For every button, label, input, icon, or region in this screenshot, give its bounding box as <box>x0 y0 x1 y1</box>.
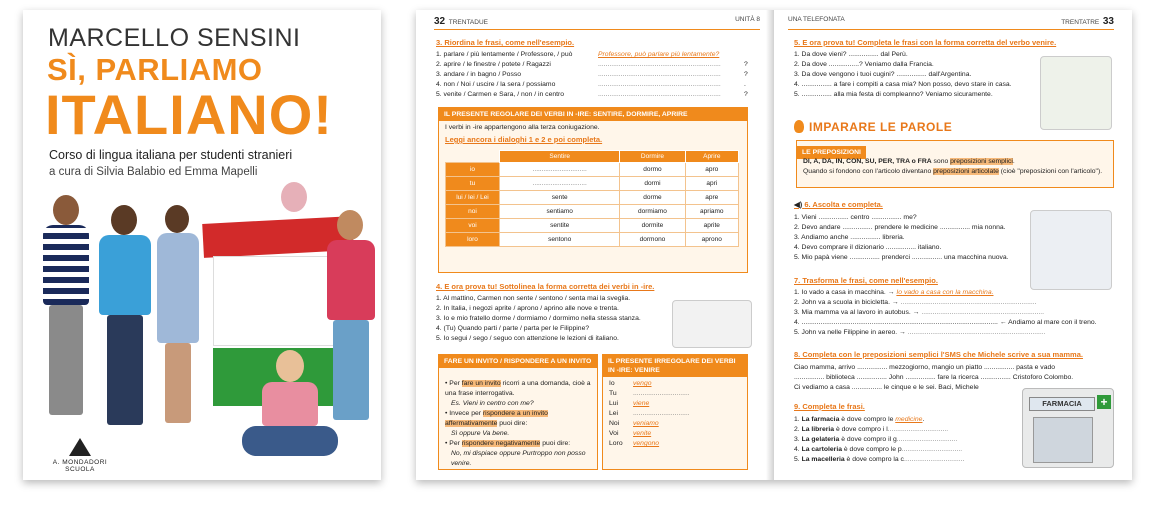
num: 5. <box>794 456 802 463</box>
text: sono <box>931 158 951 165</box>
person: Loro <box>609 440 623 447</box>
table-row <box>446 233 739 247</box>
page-number: 32 <box>434 16 446 27</box>
exercise-6-title <box>794 200 883 209</box>
person: Lui <box>609 400 619 407</box>
map-girl-illustration <box>1040 56 1112 130</box>
prepositions-list: DI, A, DA, IN, CON, SU, PER, TRA o FRA <box>803 158 932 165</box>
text: è dove compro le <box>839 416 896 423</box>
exercise-4-item: 5. Io segui / sego / seguo con attenzione le lezioni di italiano. <box>436 335 619 342</box>
page-header-left <box>434 16 760 30</box>
exercise-7-title: 7. Trasforma le frasi, come nell'esempio. <box>794 276 938 285</box>
open-textbook <box>416 10 1132 480</box>
verb-form: vengono <box>633 440 660 447</box>
exercise-6-title-text: 6. Ascolta e completa. <box>804 200 883 209</box>
highlight: rispondere a un invito affermativamente <box>445 410 548 427</box>
shop-name: La gelateria <box>801 436 840 443</box>
verb-cell: apriamo <box>685 205 738 219</box>
highlight: preposizioni semplici <box>950 158 1013 165</box>
exercise-7-item: 1. Io vado a casa in macchina. → <box>794 289 895 296</box>
grammar-box-header: IL PRESENTE REGOLARE DEI VERBI IN -IRE: SENTIRE, DORMIRE, APRIRE <box>439 108 747 121</box>
lightbulb-icon <box>794 120 804 133</box>
cover-editors: a cura di Silvia Balabio ed Emma Mapelli <box>49 166 258 178</box>
text: è dove compro le p <box>842 446 902 453</box>
venire-box-header: IL PRESENTE IRREGOLARE DEI VERBI IN -IRE: VENIRE <box>603 355 747 377</box>
exercise-3-answer: Professore, può parlare più lentamente? <box>598 51 720 58</box>
shop-name: La farmacia <box>801 416 840 423</box>
unit-label: UNITÀ 8 <box>735 16 760 23</box>
section-heading-text: IMPARARE LE PAROLE <box>809 120 953 134</box>
verb-cell: sentiamo <box>500 205 620 219</box>
num: 3. <box>794 436 802 443</box>
verb-cell: sente <box>500 191 620 205</box>
prepositions-text <box>803 157 1109 177</box>
person-cell: voi <box>446 219 500 233</box>
exercise-3-item: 4. non / Noi / uscire / la sera / possiamo <box>436 81 556 88</box>
verb-cell: aprono <box>685 233 738 247</box>
text: ricorri a una domanda, cioè a una frase interrogativa. <box>445 380 591 397</box>
blank: ................................ <box>903 456 965 463</box>
exercise-3-item: 1. parlare / più lentamente / Professore, / può <box>436 51 573 58</box>
exercise-7-item: 5. John va nelle Filippine in aereo. → <box>794 329 906 336</box>
column-header: Sentire <box>500 151 620 163</box>
verb-cell: dormiamo <box>620 205 685 219</box>
page-number: 33 <box>1102 16 1114 27</box>
text: Per <box>449 440 462 447</box>
shop-name: La cartoleria <box>801 446 842 453</box>
publisher-name: A. MONDADORI SCUOLA <box>52 459 108 473</box>
example: No, mi dispiace oppure Purtroppo non posso venire. <box>451 450 586 467</box>
table-row <box>446 205 739 219</box>
blank-cell: .............................. <box>500 163 620 177</box>
speaker-icon[interactable]: ◀) <box>794 200 803 209</box>
highlight: rispondere negativamente <box>461 440 541 447</box>
grammar-reread: Leggi ancora i dialoghi 1 e 2 e poi completa. <box>445 135 603 144</box>
sms-line: Ci vediamo a casa ................ le cinque e le sei. Baci, Michele <box>794 384 979 391</box>
exercise-5-item: 4. ................ a fare i compiti a casa mia? Non posso, devo stare in casa. <box>794 81 1012 88</box>
verb-cell: dormo <box>620 163 685 177</box>
verb-cell: dorme <box>620 191 685 205</box>
venire-list: Io vengo Tu .............................. Lui viene Lei .............................. Noi veniamo Voi venite Loro vengono <box>609 380 690 447</box>
verb-cell: apre <box>685 191 738 205</box>
person-cell: lui / lei / Lei <box>446 191 500 205</box>
person: Tu <box>609 390 617 397</box>
exercise-3-answer: ? <box>744 91 748 98</box>
answer: medicine <box>895 416 923 423</box>
exercise-6-item: 2. Devo andare ................ prendere le medicine ................ mia nonna. <box>794 224 1006 231</box>
num: 2. <box>794 426 802 433</box>
exercise-3-answer: . <box>744 81 746 88</box>
exercise-5-item: 3. Da dove vengono i tuoi cugini? ................ dall'Argentina. <box>794 71 972 78</box>
pharmacy-sign: FARMACIA <box>1029 397 1095 411</box>
dialogue-illustration <box>672 300 752 348</box>
pharmacy-illustration <box>1022 388 1114 468</box>
example: Sì oppure Va bene. <box>451 430 510 437</box>
book-cover <box>23 10 381 480</box>
exercise-3-answer: ? <box>744 61 748 68</box>
grammar-intro: I verbi in -ire appartengono alla terza coniugazione. <box>445 124 600 131</box>
pharmacy-cross-icon: + <box>1097 395 1111 409</box>
verb-cell: apri <box>685 177 738 191</box>
verb-cell: apro <box>685 163 738 177</box>
text: è dove compro i l <box>834 426 888 433</box>
prepositions-box <box>796 140 1114 188</box>
person: Voi <box>609 430 619 437</box>
exercise-5-list <box>794 50 1034 100</box>
exercise-5-title: 5. E ora prova tu! Completa le frasi con la forma corretta del verbo venire. <box>794 38 1057 47</box>
pharmacy-door <box>1033 417 1093 463</box>
verb-cell: aprite <box>685 219 738 233</box>
person-cell: io <box>446 163 500 177</box>
exercise-5-item: 5. ................ alla mia festa di compleanno? Veniamo sicuramente. <box>794 91 993 98</box>
section-heading <box>794 120 952 134</box>
page-32 <box>416 10 774 480</box>
exercise-6-item: 4. Devo comprare il dizionario ................ italiano. <box>794 244 942 251</box>
exercise-4-title: 4. E ora prova tu! Sottolinea la forma corretta dei verbi in -ire. <box>436 282 655 291</box>
exercise-9-title: 9. Completa le frasi. <box>794 402 865 411</box>
text: . <box>1012 158 1015 165</box>
invite-box <box>438 354 598 470</box>
person: Noi <box>609 420 620 427</box>
person-cell: loro <box>446 233 500 247</box>
exercise-5-item: 2. Da dove ................? Veniamo dalla Francia. <box>794 61 934 68</box>
student-photo-2 <box>95 205 155 435</box>
student-photo-1 <box>37 195 97 435</box>
verb-form: venite <box>633 430 652 437</box>
venire-box <box>602 354 748 470</box>
blank-cell: .............................. <box>500 177 620 191</box>
text: Per <box>449 380 462 387</box>
table-row <box>446 219 739 233</box>
prepositions-box-header: LE PREPOSIZIONI <box>797 146 866 159</box>
exercise-9-list <box>794 415 1014 465</box>
person: Io <box>609 380 615 387</box>
num: 4. <box>794 446 802 453</box>
person-cell: tu <box>446 177 500 191</box>
blank: ................................ <box>901 446 963 453</box>
exercise-3-answer: ? <box>744 71 748 78</box>
verb-cell: dormono <box>620 233 685 247</box>
student-photo-6 <box>238 350 338 470</box>
exercise-6-item: 5. Mio papà viene ................ prenderci ................ una macchina nuova. <box>794 254 1009 261</box>
exercise-5-item: 1. Da dove vieni? ................ dal Perù. <box>794 51 908 58</box>
exercise-3-item: 3. andare / in bagno / Posso <box>436 71 522 78</box>
table-row <box>446 163 739 177</box>
page-33 <box>774 10 1132 480</box>
shop-name: La libreria <box>801 426 835 433</box>
verb-form: viene <box>633 400 650 407</box>
exercise-6-item: 1. Vieni ................ centro ................ me? <box>794 214 917 221</box>
publisher-logo <box>45 438 115 473</box>
invite-box-header: FARE UN INVITO / RISPONDERE A UN INVITO <box>439 355 597 368</box>
cover-subtitle: Corso di lingua italiana per studenti stranieri <box>49 148 293 162</box>
text: è dove compro il g <box>839 436 897 443</box>
person-cell: noi <box>446 205 500 219</box>
sms-line: Ciao mamma, arrivo ................ mezzogiorno, mangio un piatto ................ pasta e vado <box>794 364 1056 371</box>
verb-form: veniamo <box>633 420 659 427</box>
grammar-box-ire <box>438 107 748 273</box>
page-header-right <box>788 16 1114 30</box>
cover-title-line2: ITALIANO! <box>45 83 333 146</box>
exercise-7-item: 2. John va a scuola in bicicletta. → <box>794 299 899 306</box>
student-photo-3 <box>151 205 207 435</box>
exercise-3-item: 2. aprire / le finestre / potete / Ragazzi <box>436 61 551 68</box>
exercise-4-item: 2. In Italia, i negozi aprite / aprono / aprino alle nove e trenta. <box>436 305 619 312</box>
blank: ................................ <box>896 436 958 443</box>
text: è dove compro la c <box>844 456 904 463</box>
text: Quando si fondono con l'articolo diventano <box>803 168 934 175</box>
text: . <box>922 416 925 423</box>
exercise-8-title: 8. Completa con le preposizioni semplici l'SMS che Michele scrive a sua mamma. <box>794 350 1083 359</box>
page-word: TRENTADUE <box>448 19 488 26</box>
highlight: fare un invito <box>461 380 501 387</box>
exercise-3-item: 5. venite / Carmen e Sara, / non / in centro <box>436 91 565 98</box>
blank: ................................ <box>887 426 949 433</box>
exercise-3-title: 3. Riordina le frasi, come nell'esempio. <box>436 38 575 47</box>
table-row <box>446 191 739 205</box>
verb-cell: dormite <box>620 219 685 233</box>
num: 1. <box>794 416 802 423</box>
column-header: Aprire <box>685 151 738 163</box>
person: Lei <box>609 410 619 417</box>
exercise-7-item: 4. ........................................................................................................ ← Andiamo al mare con il treno. <box>794 319 1097 326</box>
exercise-6-list <box>794 213 1024 263</box>
exercise-4-list <box>436 294 676 344</box>
section-label: UNA TELEFONATA <box>788 16 845 23</box>
text: Invece per <box>449 410 483 417</box>
text: puoi dire: <box>540 440 571 447</box>
verb-cell: dormi <box>620 177 685 191</box>
shop-name: La macelleria <box>801 456 845 463</box>
car-city-illustration <box>1030 210 1112 290</box>
text: (cioè "preposizioni con l'articolo"). <box>998 168 1103 175</box>
text: puoi dire: <box>497 420 528 427</box>
highlight: preposizioni articolate <box>933 168 999 175</box>
exercise-7-answer: Io vado a casa con la macchina. <box>896 289 994 296</box>
student-photo-4 <box>269 182 319 222</box>
verb-form: vengo <box>633 380 652 387</box>
conjugation-table <box>445 150 739 247</box>
exercise-3-list: 1. parlare / più lentamente / Professore, / può Professore, può parlare più lentamente? 2. aprire / le finestre / potete / Ragazzi ................................................................. ? 3. andare / in bagno / Posso ................................................................. ? 4. non / Noi / uscire / la sera / possiamo ................................................................. . 5. venite / Carmen e Sara, / non / in centro ................................................................. ? <box>436 51 748 98</box>
invite-box-body: • Per fare un invito ricorri a una domanda, cioè a una frase interrogativa. Es. Vieni in centro con me? • Invece per rispondere a un invito affermativamente puoi dire: Sì oppure Va bene. • Per rispondere negativamente puoi dire: No, mi dispiace oppure Purtroppo non posso venire. <box>445 379 593 469</box>
column-header: Dormire <box>620 151 685 163</box>
sms-line: ................ biblioteca ................ John ................ fare la ricerca ................ Cristoforo Colombo. <box>794 374 1074 381</box>
exercise-4-item: 1. Al mattino, Carmen non sente / sentono / senta mai la sveglia. <box>436 295 631 302</box>
exercise-6-item: 3. Andiamo anche ................ libreria. <box>794 234 905 241</box>
exercise-4-item: 4. (Tu) Quando parti / parte / parta per le Filippine? <box>436 325 590 332</box>
exercise-4-item: 3. Io e mio fratello dorme / dormiamo / dormimo nella stessa stanza. <box>436 315 641 322</box>
cover-title-line1: SÌ, PARLIAMO <box>47 52 263 87</box>
exercise-7-item: 3. Mia mamma va al lavoro in autobus. → <box>794 309 920 316</box>
cover-author: MARCELLO SENSINI <box>48 24 301 52</box>
table-row <box>446 177 739 191</box>
page-word: TRENTATRE <box>1061 19 1100 26</box>
example: Es. Vieni in centro con me? <box>451 400 534 407</box>
exercise-7-list: 1. Io vado a casa in macchina. → Io vado a casa con la macchina. 2. John va a scuola in bicicletta. → ........................................................................ 3. Mia mamma va al lavoro in autobus. → ................................................................. 4. ........................................................................................................ ← Andiamo al mare con il treno. 5. John va nelle Filippine in aereo. → ......................................................................... <box>794 289 1097 336</box>
verb-cell: sentite <box>500 219 620 233</box>
verb-cell: sentono <box>500 233 620 247</box>
